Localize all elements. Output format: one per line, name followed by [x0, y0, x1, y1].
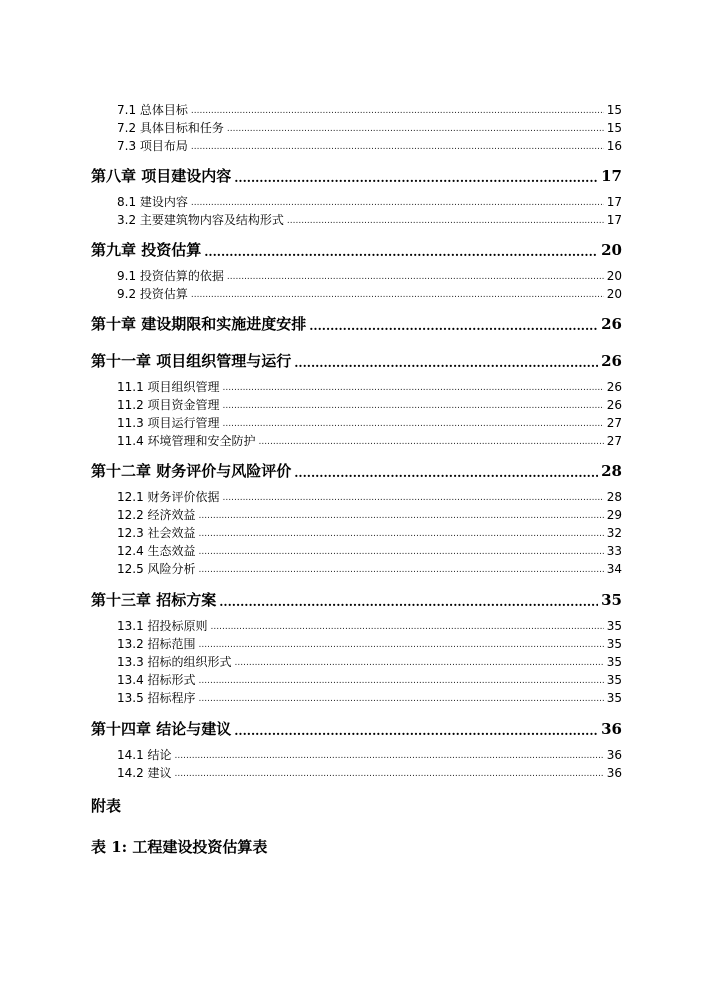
toc-page-number: 26 [606, 398, 622, 412]
toc-page-number: 35 [606, 619, 622, 633]
toc-leader-dots [227, 123, 604, 136]
toc-leader-dots [294, 465, 598, 481]
toc-section-entry [117, 618, 622, 634]
toc-entry-title: 11.3 项目运行管理 [117, 416, 220, 430]
toc-leader-dots [223, 400, 604, 413]
toc-page-number: 27 [606, 416, 622, 430]
toc-entry-title: 14.2 建议 [117, 766, 172, 780]
toc-leader-dots [211, 621, 604, 634]
appendix-heading: 附表 [91, 797, 122, 815]
toc-entry-title: 12.4 生态效益 [117, 544, 196, 558]
toc-section-entry [117, 379, 622, 395]
toc-page-number: 35 [606, 637, 622, 651]
toc-chapter-entry [91, 166, 622, 186]
toc-leader-dots [191, 105, 604, 118]
toc-section-entry [117, 194, 622, 210]
toc-chapter-entry [91, 240, 622, 260]
toc-entry-title: 11.2 项目资金管理 [117, 398, 220, 412]
toc-page-number: 34 [606, 562, 622, 576]
toc-page-number: 36 [601, 720, 622, 738]
toc-page-number: 20 [606, 269, 622, 283]
toc-entry-title: 7.2 具体目标和任务 [117, 121, 224, 135]
toc-entry-title: 第十章 建设期限和实施进度安排 [91, 315, 307, 333]
toc-page-number: 28 [601, 462, 622, 480]
toc-page-number: 35 [606, 691, 622, 705]
toc-section-entry [117, 415, 622, 431]
toc-section-entry [117, 507, 622, 523]
toc-leader-dots [219, 594, 598, 610]
toc-entry-title: 第十一章 项目组织管理与运行 [91, 352, 292, 370]
toc-chapter-entry [91, 314, 622, 334]
toc-entry-title: 11.1 项目组织管理 [117, 380, 220, 394]
toc-page-number: 27 [606, 434, 622, 448]
toc-entry-title: 8.1 建设内容 [117, 195, 188, 209]
toc-page-number: 20 [606, 287, 622, 301]
toc-section-entry [117, 690, 622, 706]
toc-entry-title: 12.5 风险分析 [117, 562, 196, 576]
toc-section-entry [117, 120, 622, 136]
toc-section-entry [117, 765, 622, 781]
toc-leader-dots [191, 141, 604, 154]
toc-leader-dots [191, 289, 604, 302]
toc-page-number: 16 [606, 139, 622, 153]
toc-section-entry [117, 138, 622, 154]
toc-section-entry [117, 286, 622, 302]
toc-leader-dots [199, 693, 604, 706]
toc-section-entry [117, 212, 622, 228]
toc-page-number: 15 [606, 121, 622, 135]
toc-page-number: 32 [606, 526, 622, 540]
toc-page-number: 17 [606, 213, 622, 227]
toc-page-number: 33 [606, 544, 622, 558]
toc-page-number: 26 [606, 380, 622, 394]
toc-leader-dots [234, 170, 598, 186]
toc-entry-title: 13.1 招投标原则 [117, 619, 208, 633]
toc-entry-title: 12.2 经济效益 [117, 508, 196, 522]
toc-section-entry [117, 525, 622, 541]
toc-section-entry [117, 543, 622, 559]
toc-section-entry [117, 636, 622, 652]
toc-leader-dots [199, 510, 604, 523]
toc-page-number: 36 [606, 766, 622, 780]
toc-leader-dots [294, 355, 598, 371]
toc-page-number: 28 [606, 490, 622, 504]
toc-entry-title: 7.3 项目布局 [117, 139, 188, 153]
toc-page-number: 35 [606, 673, 622, 687]
toc-page-number: 35 [601, 591, 622, 609]
toc-section-entry [117, 672, 622, 688]
toc-section-entry [117, 268, 622, 284]
toc-entry-title: 第十二章 财务评价与风险评价 [91, 462, 292, 480]
toc-entry-title: 13.3 招标的组织形式 [117, 655, 232, 669]
toc-page-number: 36 [606, 748, 622, 762]
toc-entry-title: 11.4 环境管理和安全防护 [117, 434, 256, 448]
toc-chapter-entry [91, 351, 622, 371]
toc-section-entry [117, 561, 622, 577]
toc-page-number: 26 [601, 315, 622, 333]
toc-chapter-entry [91, 590, 622, 610]
toc-entry-title: 3.2 主要建筑物内容及结构形式 [117, 213, 284, 227]
toc-leader-dots [191, 197, 604, 210]
toc-leader-dots [235, 657, 604, 670]
toc-entry-title: 7.1 总体目标 [117, 103, 188, 117]
toc-entry-title: 9.2 投资估算 [117, 287, 188, 301]
toc-chapter-entry [91, 461, 622, 481]
toc-page-number: 35 [606, 655, 622, 669]
toc-entry-title: 12.1 财务评价依据 [117, 490, 220, 504]
toc-leader-dots [199, 528, 604, 541]
toc-entry-title: 12.3 社会效益 [117, 526, 196, 540]
toc-entry-title: 第十四章 结论与建议 [91, 720, 232, 738]
toc-leader-dots [199, 564, 604, 577]
toc-section-entry [117, 102, 622, 118]
toc-leader-dots [175, 750, 604, 763]
toc-page-number: 26 [601, 352, 622, 370]
toc-section-entry [117, 489, 622, 505]
toc-section-entry [117, 654, 622, 670]
appendix-table-1-title: 表 1: 工程建设投资估算表 [91, 838, 268, 856]
toc-entry-title: 第十三章 招标方案 [91, 591, 217, 609]
toc-leader-dots [234, 723, 598, 739]
toc-page-number: 15 [606, 103, 622, 117]
toc-leader-dots [259, 436, 604, 449]
toc-entry-title: 13.5 招标程序 [117, 691, 196, 705]
toc-entry-title: 13.4 招标形式 [117, 673, 196, 687]
toc-entry-title: 第八章 项目建设内容 [91, 167, 232, 185]
toc-leader-dots [199, 546, 604, 559]
toc-leader-dots [204, 244, 598, 260]
toc-leader-dots [223, 418, 604, 431]
toc-section-entry [117, 397, 622, 413]
toc-page-number: 17 [601, 167, 622, 185]
toc-leader-dots [175, 768, 604, 781]
toc-page-number: 20 [601, 241, 622, 259]
toc-section-entry [117, 747, 622, 763]
toc-entry-title: 14.1 结论 [117, 748, 172, 762]
toc-leader-dots [199, 639, 604, 652]
toc-page-number: 29 [606, 508, 622, 522]
toc-entry-title: 9.1 投资估算的依据 [117, 269, 224, 283]
toc-leader-dots [227, 271, 604, 284]
toc-page-number: 17 [606, 195, 622, 209]
toc-leader-dots [287, 215, 604, 228]
toc-section-entry [117, 433, 622, 449]
toc-leader-dots [223, 382, 604, 395]
toc-leader-dots [199, 675, 604, 688]
toc-leader-dots [309, 318, 598, 334]
toc-chapter-entry [91, 719, 622, 739]
toc-entry-title: 13.2 招标范围 [117, 637, 196, 651]
toc-leader-dots [223, 492, 604, 505]
toc-entry-title: 第九章 投资估算 [91, 241, 202, 259]
